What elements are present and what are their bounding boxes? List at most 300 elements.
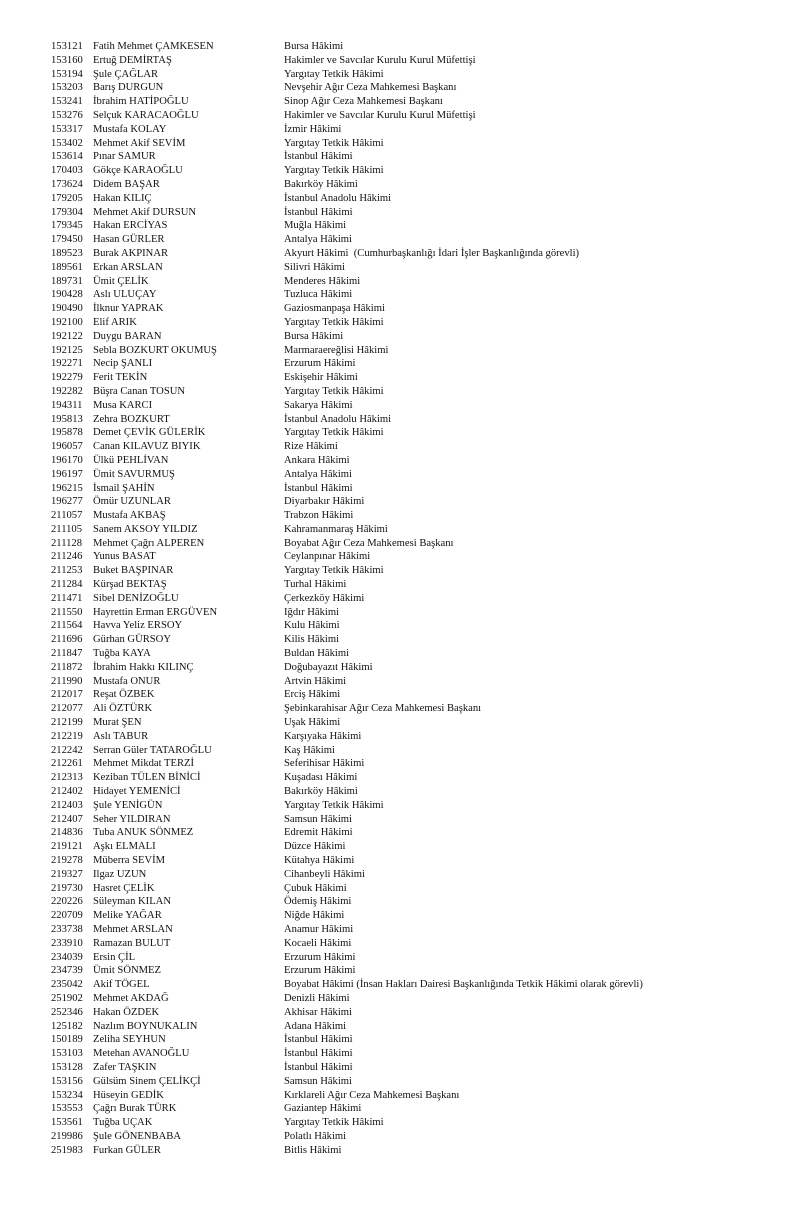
assignment-title: Menderes Hâkimi [284,275,361,287]
person-name: Şule YENİGÜN [93,799,163,811]
person-name: Sanem AKSOY YILDIZ [93,523,198,535]
registry-number: 153553 [51,1103,83,1115]
registry-number: 211284 [51,579,83,591]
list-row [0,54,798,68]
registry-number: 153402 [51,137,83,149]
person-name: İbrahim Hakkı KILINÇ [93,661,194,673]
registry-number: 252346 [51,1006,83,1018]
assignment-title: Yargıtay Tetkik Hâkimi [284,799,384,811]
registry-number: 192282 [51,385,83,397]
person-name: Mehmet AKDAĞ [93,992,169,1004]
list-row [0,468,798,482]
registry-number: 196277 [51,496,83,508]
assignment-title: Akyurt Hâkimi (Cumhurbaşkanlığı İdari İşler Başkanlığında görevli) [284,247,580,259]
registry-number: 153121 [51,41,83,52]
registry-number: 211990 [51,675,83,687]
list-row [0,482,798,496]
list-row [0,495,798,509]
list-row [0,744,798,758]
person-name: Mustafa ONUR [93,675,161,687]
registry-number: 211550 [51,606,83,618]
registry-number: 153317 [51,123,83,135]
list-row [0,882,798,896]
assignment-title: Çerkezköy Hâkimi [284,592,365,604]
person-name: Burak AKPINAR [93,247,169,259]
person-name: Gülsüm Sinem ÇELİKÇİ [93,1075,201,1087]
assignment-title: Trabzon Hâkimi [284,510,354,522]
registry-number: 220709 [51,910,83,922]
registry-number: 211847 [51,648,83,660]
assignment-title: Yargıtay Tetkik Hâkimi [284,427,384,439]
person-name: Yunus BASAT [93,551,156,563]
person-name: Nazlım BOYNUKALIN [93,1020,198,1032]
list-row [0,40,798,54]
person-name: Müberra SEVİM [93,855,166,867]
assignment-title: Antalya Hâkimi [284,468,352,480]
assignment-title: Yargıtay Tetkik Hâkimi [284,68,384,80]
person-name: İbrahim HATİPOĞLU [93,96,189,108]
assignment-title: Erzurum Hâkimi [284,965,356,977]
registry-number: 153156 [51,1075,83,1087]
list-row [0,81,798,95]
assignment-title: Samsun Hâkimi [284,1075,352,1087]
registry-number: 211471 [51,592,83,604]
list-row [0,909,798,923]
registry-number: 235042 [51,979,83,991]
list-row [0,978,798,992]
registry-number: 196197 [51,468,83,480]
assignment-title: Yargıtay Tetkik Hâkimi [284,385,384,397]
list-row [0,150,798,164]
registry-number: 211872 [51,661,83,673]
assignment-title: Kırklareli Ağır Ceza Mahkemesi Başkanı [284,1089,460,1101]
person-name: Hasan GÜRLER [93,234,165,246]
list-row [0,1020,798,1034]
assignment-title: Yargıtay Tetkik Hâkimi [284,1117,384,1129]
assignment-title: Gaziosmanpaşa Hâkimi [284,303,385,315]
list-row [0,426,798,440]
person-name: Ilgaz UZUN [93,868,147,880]
assignment-title: Kaş Hâkimi [284,744,335,756]
list-row [0,1144,798,1158]
list-row [0,509,798,523]
registry-number: 192125 [51,344,83,356]
person-name: Furkan GÜLER [93,1144,161,1156]
registry-number: 125182 [51,1020,83,1032]
person-name: Kürşad BEKTAŞ [93,579,167,591]
person-name: Ülkü PEHLİVAN [93,454,169,466]
list-row [0,675,798,689]
person-name: Fatih Mehmet ÇAMKESEN [93,41,214,52]
registry-number: 153614 [51,151,83,163]
registry-number: 212402 [51,786,83,798]
registry-number: 212242 [51,744,83,756]
list-row [0,68,798,82]
list-row [0,868,798,882]
registry-number: 212199 [51,717,83,729]
list-row [0,109,798,123]
person-name: Seher YILDIRAN [93,813,171,825]
list-row [0,564,798,578]
list-row [0,923,798,937]
person-name: Havva Yeliz ERSOY [93,620,183,632]
list-row [0,757,798,771]
assignment-title: Yargıtay Tetkik Hâkimi [284,137,384,149]
assignment-title: İstanbul Hâkimi [284,151,353,163]
list-row [0,951,798,965]
list-row [0,1116,798,1130]
list-row [0,592,798,606]
assignment-title: Bakırköy Hâkimi [284,786,358,798]
person-name: Ertuğ DEMİRTAŞ [93,54,172,66]
list-row [0,275,798,289]
registry-number: 211128 [51,537,82,549]
assignment-title: Bitlis Hâkimi [284,1144,342,1156]
registry-number: 212313 [51,772,83,784]
list-row [0,178,798,192]
list-row [0,702,798,716]
assignment-title: Akhisar Hâkimi [284,1006,352,1018]
registry-number: 153194 [51,68,83,80]
registry-number: 234039 [51,951,83,963]
person-name: Zeliha SEYHUN [93,1034,166,1046]
list-row [0,440,798,454]
list-row [0,688,798,702]
registry-number: 234739 [51,965,83,977]
list-row [0,799,798,813]
person-name: Pınar SAMUR [93,151,156,163]
assignment-title: Adana Hâkimi [284,1020,347,1032]
list-row [0,1006,798,1020]
assignment-title: Polatlı Hâkimi [284,1130,347,1142]
list-row [0,937,798,951]
assignment-title: Sinop Ağır Ceza Mahkemesi Başkanı [284,96,443,108]
registry-number: 153276 [51,109,83,121]
list-row [0,192,798,206]
assignment-title: Kilis Hâkimi [284,634,340,646]
person-name: Hasret ÇELİK [93,882,155,894]
registry-number: 211564 [51,620,83,632]
person-name: Didem BAŞAR [93,178,160,190]
assignment-title: Erzurum Hâkimi [284,951,356,963]
person-name: Mustafa AKBAŞ [93,510,166,522]
person-name: Ali ÖZTÜRK [93,703,153,715]
person-name: Hüseyin GEDİK [93,1089,164,1101]
assignment-title: Ödemiş Hâkimi [284,896,352,908]
registry-number: 211105 [51,523,82,535]
person-name: Hayrettin Erman ERGÜVEN [93,606,218,618]
registry-number: 219327 [51,868,83,880]
assignment-title: Marmaraereğlisi Hâkimi [284,344,389,356]
assignment-title: Turhal Hâkimi [284,579,347,591]
person-name: Ramazan BULUT [93,937,171,949]
list-row [0,399,798,413]
registry-number: 179450 [51,234,83,246]
list-row [0,840,798,854]
list-row [0,302,798,316]
person-name: Sebla BOZKURT OKUMUŞ [93,344,217,356]
registry-number: 212407 [51,813,83,825]
registry-number: 219121 [51,841,83,853]
list-row [0,164,798,178]
registry-number: 153128 [51,1061,83,1073]
assignment-title: Edremit Hâkimi [284,827,353,839]
list-row [0,261,798,275]
list-row [0,330,798,344]
assignment-title: Muğla Hâkimi [284,220,347,232]
judge-assignment-list [0,40,798,1158]
assignment-title: Artvin Hâkimi [284,675,347,687]
list-row [0,826,798,840]
registry-number: 194311 [51,399,83,411]
registry-number: 192279 [51,372,83,384]
person-name: Ümit SÖNMEZ [93,965,161,977]
person-name: Hidayet YEMENİCİ [93,786,181,798]
registry-number: 192100 [51,316,83,328]
registry-number: 251902 [51,992,83,1004]
registry-number: 150189 [51,1034,83,1046]
assignment-title: Bursa Hâkimi [284,330,344,342]
assignment-title: Gaziantep Hâkimi [284,1103,362,1115]
registry-number: 189731 [51,275,83,287]
assignment-title: Nevşehir Ağır Ceza Mahkemesi Başkanı [284,82,457,94]
person-name: Zafer TAŞKIN [93,1061,157,1073]
list-row [0,550,798,564]
assignment-title: Uşak Hâkimi [284,717,341,729]
registry-number: 196170 [51,454,83,466]
registry-number: 195813 [51,413,83,425]
list-row [0,1102,798,1116]
list-row [0,1061,798,1075]
registry-number: 219730 [51,882,83,894]
list-row [0,895,798,909]
person-name: Hakan ERCİYAS [93,220,168,232]
assignment-title: Kocaeli Hâkimi [284,937,352,949]
assignment-title: Tuzluca Hâkimi [284,289,353,301]
registry-number: 153241 [51,96,83,108]
person-name: Mehmet Mikdat TERZİ [93,758,195,770]
registry-number: 189561 [51,261,83,273]
assignment-title: Ceylanpınar Hâkimi [284,551,371,563]
list-row [0,454,798,468]
list-row [0,1033,798,1047]
assignment-title: Anamur Hâkimi [284,924,354,935]
person-name: Çağrı Burak TÜRK [93,1103,177,1115]
person-name: Erkan ARSLAN [93,261,163,273]
list-row [0,1075,798,1089]
registry-number: 196057 [51,441,83,453]
person-name: Ersin ÇİL [93,951,136,963]
registry-number: 153203 [51,82,83,94]
assignment-title: Yargıtay Tetkik Hâkimi [284,316,384,328]
assignment-title: Samsun Hâkimi [284,813,352,825]
registry-number: 179304 [51,206,83,218]
registry-number: 212403 [51,799,83,811]
assignment-title: Karşıyaka Hâkimi [284,730,362,742]
registry-number: 170403 [51,165,83,177]
list-row [0,716,798,730]
person-name: Ömür UZUNLAR [93,496,171,508]
list-row [0,633,798,647]
list-row [0,247,798,261]
list-row [0,813,798,827]
list-row [0,288,798,302]
registry-number: 251983 [51,1144,83,1156]
person-name: Akif TÖGEL [93,979,150,991]
list-row [0,785,798,799]
person-name: Musa KARCI [93,399,153,411]
registry-number: 173624 [51,178,83,190]
list-row [0,137,798,151]
list-row [0,1130,798,1144]
person-name: Hakan ÖZDEK [93,1006,160,1018]
registry-number: 179205 [51,192,83,204]
registry-number: 153160 [51,54,83,66]
person-name: Metehan AVANOĞLU [93,1048,190,1060]
assignment-title: Kulu Hâkimi [284,620,340,632]
registry-number: 153103 [51,1048,83,1060]
registry-number: 211057 [51,510,83,522]
person-name: Demet ÇEVİK GÜLERİK [93,427,206,439]
registry-number: 219986 [51,1130,83,1142]
person-name: Ferit TEKİN [93,372,148,384]
list-row [0,537,798,551]
registry-number: 211246 [51,551,83,563]
list-row [0,661,798,675]
person-name: Büşra Canan TOSUN [93,385,186,397]
person-name: Hakan KILIÇ [93,192,152,204]
list-row [0,344,798,358]
registry-number: 220226 [51,896,83,908]
registry-number: 153561 [51,1117,83,1129]
list-row [0,219,798,233]
person-name: Serran Güler TATAROĞLU [93,744,212,756]
assignment-title: İstanbul Hâkimi [284,1048,353,1060]
list-row [0,385,798,399]
assignment-title: Iğdır Hâkimi [284,606,340,618]
list-row [0,523,798,537]
assignment-title: Ankara Hâkimi [284,454,350,466]
assignment-title: Düzce Hâkimi [284,841,346,853]
registry-number: 189523 [51,247,83,259]
list-row [0,854,798,868]
assignment-title: Boyabat Ağır Ceza Mahkemesi Başkanı [284,537,454,549]
registry-number: 190428 [51,289,83,301]
list-row [0,413,798,427]
assignment-title: Kütahya Hâkimi [284,855,355,867]
assignment-title: Niğde Hâkimi [284,910,345,922]
list-row [0,647,798,661]
list-row [0,730,798,744]
person-name: Tuğba UÇAK [93,1117,153,1129]
assignment-title: Sakarya Hâkimi [284,399,353,411]
registry-number: 192271 [51,358,83,370]
assignment-title: Buldan Hâkimi [284,648,350,660]
registry-number: 179345 [51,220,83,232]
list-row [0,206,798,220]
assignment-title: Boyabat Hâkimi (İnsan Hakları Dairesi Başkanlığında Tetkik Hâkimi olarak görevli) [284,979,643,991]
assignment-title: İstanbul Anadolu Hâkimi [284,192,392,204]
list-row [0,316,798,330]
person-name: Tuğba KAYA [93,648,151,660]
registry-number: 212077 [51,703,83,715]
person-name: Canan KILAVUZ BIYIK [93,441,201,453]
assignment-title: Kuşadası Hâkimi [284,772,358,784]
person-name: Mehmet Çağrı ALPEREN [93,537,205,549]
registry-number: 195878 [51,427,83,439]
list-row [0,992,798,1006]
assignment-title: Kahramanmaraş Hâkimi [284,523,388,535]
person-name: Mehmet ARSLAN [93,924,173,935]
assignment-title: Diyarbakır Hâkimi [284,496,365,508]
registry-number: 212261 [51,758,83,770]
list-row [0,578,798,592]
person-name: Gürhan GÜRSOY [93,634,171,646]
registry-number: 211696 [51,634,83,646]
assignment-title: Erzurum Hâkimi [284,358,356,370]
assignment-title: İzmir Hâkimi [284,123,342,135]
list-row [0,1047,798,1061]
person-name: Ümit ÇELİK [93,275,149,287]
list-row [0,123,798,137]
list-row [0,357,798,371]
person-name: Sibel DENİZOĞLU [93,592,179,604]
person-name: Keziban TÜLEN BİNİCİ [93,772,201,784]
person-name: İlknur YAPRAK [93,303,164,315]
person-name: Aslı ULUÇAY [93,289,157,301]
person-name: Ümit SAVURMUŞ [93,468,175,480]
person-name: Necip ŞANLI [93,358,153,370]
assignment-title: Hakimler ve Savcılar Kurulu Kurul Müfettişi [284,109,476,121]
person-name: Buket BAŞPINAR [93,565,174,577]
registry-number: 153234 [51,1089,83,1101]
person-name: İsmail ŞAHİN [93,482,155,494]
person-name: Barış DURGUN [93,82,164,94]
registry-number: 233738 [51,924,83,935]
person-name: Gökçe KARAOĞLU [93,165,183,177]
list-row [0,95,798,109]
assignment-title: Rize Hâkimi [284,441,338,453]
assignment-title: İstanbul Hâkimi [284,206,353,218]
person-name: Selçuk KARACAOĞLU [93,109,199,121]
assignment-title: Bursa Hâkimi [284,41,344,52]
assignment-title: Doğubayazıt Hâkimi [284,661,373,673]
assignment-title: Yargıtay Tetkik Hâkimi [284,565,384,577]
assignment-title: İstanbul Hâkimi [284,1061,353,1073]
person-name: Melike YAĞAR [93,910,162,922]
assignment-title: Eskişehir Hâkimi [284,372,358,384]
list-row [0,606,798,620]
registry-number: 219278 [51,855,83,867]
person-name: Aşkı ELMALI [93,841,156,853]
registry-number: 212017 [51,689,83,701]
person-name: Aslı TABUR [93,730,149,742]
person-name: Mehmet Akif DURSUN [93,206,196,218]
registry-number: 192122 [51,330,83,342]
assignment-title: Çubuk Hâkimi [284,882,347,894]
list-row [0,964,798,978]
assignment-title: Şebinkarahisar Ağır Ceza Mahkemesi Başkanı [284,703,482,715]
registry-number: 196215 [51,482,83,494]
registry-number: 212219 [51,730,83,742]
person-name: Şule GÖNENBABA [93,1130,181,1142]
person-name: Mehmet Akif SEVİM [93,137,186,149]
registry-number: 211253 [51,565,83,577]
assignment-title: İstanbul Anadolu Hâkimi [284,413,392,425]
assignment-title: İstanbul Hâkimi [284,1034,353,1046]
assignment-title: Yargıtay Tetkik Hâkimi [284,165,384,177]
person-name: Zehra BOZKURT [93,413,170,425]
